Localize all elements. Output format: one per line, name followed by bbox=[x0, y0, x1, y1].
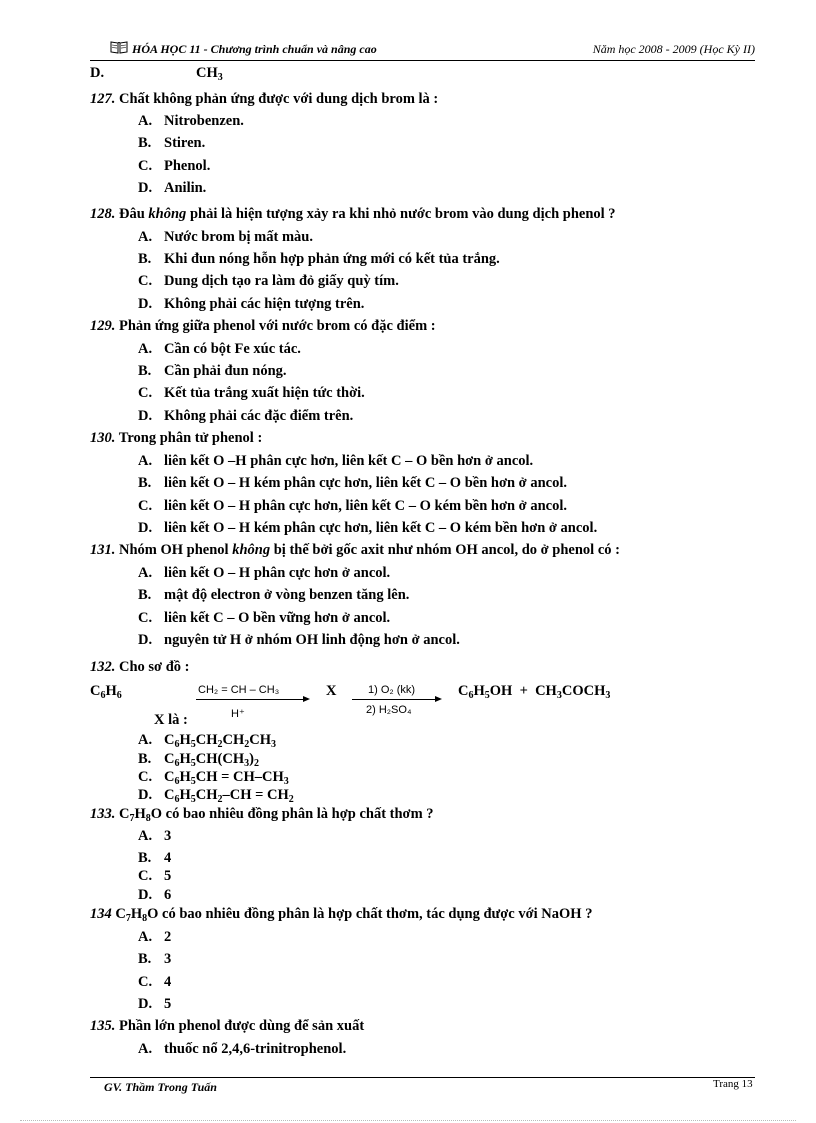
question-130: 130. Trong phân tử phenol : bbox=[90, 430, 263, 446]
question-132: 132. Cho sơ đồ : bbox=[90, 659, 190, 675]
page-header bbox=[90, 40, 755, 61]
prev-option-d-text: $CH_3$ bbox=[196, 65, 223, 83]
emphasis-keyword: không bbox=[148, 206, 187, 222]
option-a: A. Cần có bột Fe xúc tác. bbox=[138, 341, 301, 357]
option-d: D. 6 bbox=[138, 887, 172, 903]
option-c: C. liên kết C – O bền vững hơn ở ancol. bbox=[138, 610, 391, 626]
option-b: B. Stiren. bbox=[138, 135, 206, 151]
page-edge-divider bbox=[20, 1120, 796, 1121]
option-d: D. nguyên tử H ở nhóm OH linh động hơn ở ancol. bbox=[138, 632, 460, 648]
x-is-label: X là : bbox=[154, 712, 188, 728]
header-title: HÓA HỌC 11 - Chương trình chuẩn và nâng cao bbox=[132, 42, 377, 56]
footer-page-number: Trang 13 bbox=[713, 1078, 753, 1090]
arrow2-head bbox=[435, 696, 442, 702]
option-a: A. thuốc nổ 2,4,6-trinitrophenol. bbox=[138, 1041, 347, 1057]
arrow1-line bbox=[196, 699, 304, 700]
option-b: B. liên kết O – H kém phân cực hơn, liên kết C – O bền hơn ở ancol. bbox=[138, 475, 567, 491]
option-c: C. Phenol. bbox=[138, 158, 211, 174]
option-c: C. Kết tủa trắng xuất hiện tức thời. bbox=[138, 385, 365, 401]
option-b: B. Cần phải đun nóng. bbox=[138, 363, 287, 379]
arrow2-reagent-bottom: 2) H₂SO₄ bbox=[366, 704, 412, 716]
option-c: C. liên kết O – H phân cực hơn, liên kết C – O kém bền hơn ở ancol. bbox=[138, 498, 567, 514]
option-d: D. Không phải các đặc điểm trên. bbox=[138, 408, 354, 424]
option-d: D. liên kết O – H kém phân cực hơn, liên kết C – O kém bền hơn ở ancol. bbox=[138, 520, 598, 536]
book-icon bbox=[110, 40, 128, 54]
option-a: A. 3 bbox=[138, 828, 172, 844]
prev-option-d bbox=[90, 64, 104, 82]
option-d: D. Anilin. bbox=[138, 180, 207, 196]
option-c: C. $C_6H_5CH = CH-CH_3$ bbox=[138, 769, 289, 787]
option-a: A. Nitrobenzen. bbox=[138, 113, 244, 129]
option-d: D. Không phải các hiện tượng trên. bbox=[138, 296, 365, 312]
question-text: Chất không phản ứng được với dung dịch brom là : bbox=[119, 91, 439, 107]
question-number: 127. bbox=[90, 91, 116, 107]
option-a: A. liên kết O –H phân cực hơn, liên kết C – O bền hơn ở ancol. bbox=[138, 453, 534, 469]
footer-author: GV. Thầm Trong Tuấn bbox=[104, 1080, 217, 1094]
option-b: B. $C_6H_5CH(CH_3)_2$ bbox=[138, 751, 259, 769]
option-b: B. 3 bbox=[138, 951, 172, 967]
option-b: B. mật độ electron ở vòng benzen tăng lên. bbox=[138, 587, 410, 603]
products: $C_6H_5OH$ + $CH_3COCH_3$ bbox=[458, 683, 611, 701]
option-a: A. liên kết O – H phân cực hơn ở ancol. bbox=[138, 565, 391, 581]
arrow2-line bbox=[352, 699, 436, 700]
option-b: B. 4 bbox=[138, 850, 172, 866]
question-128: 128. Đâu không phải là hiện tượng xảy ra khi nhỏ nước brom vào dung dịch phenol ? bbox=[90, 206, 616, 222]
intermediate-x: X bbox=[326, 683, 337, 699]
question-133: 133. $C_7H_8O$ có bao nhiêu đồng phân là hợp chất thơm ? bbox=[90, 806, 434, 824]
arrow1-head bbox=[303, 696, 310, 702]
emphasis-keyword: không bbox=[232, 542, 271, 558]
option-c: C. 5 bbox=[138, 868, 172, 884]
arrow2-reagent-top: 1) O₂ (kk) bbox=[368, 684, 416, 696]
question-127 bbox=[90, 90, 438, 108]
option-d: D. 5 bbox=[138, 996, 172, 1012]
option-d: D. $C_6H_5CH_2-CH = CH_2$ bbox=[138, 787, 294, 805]
option-c: C. 4 bbox=[138, 974, 172, 990]
option-b: B. Khi đun nóng hỗn hợp phản ứng mới có kết tủa trắng. bbox=[138, 251, 500, 267]
option-a: A. Nước brom bị mất màu. bbox=[138, 229, 313, 245]
header-school-year: Năm học 2008 - 2009 (Học Kỳ II) bbox=[592, 42, 755, 56]
option-a: A. 2 bbox=[138, 929, 172, 945]
question-131: 131. Nhóm OH phenol không bị thế bởi gốc axit như nhóm OH ancol, do ở phenol có : bbox=[90, 542, 620, 558]
arrow1-reagent-bottom: H⁺ bbox=[231, 708, 245, 720]
option-a: A. $C_6H_5CH_2CH_2CH_3$ bbox=[138, 732, 277, 750]
arrow1-reagent-top: CH₂ = CH – CH₃ bbox=[198, 684, 280, 696]
question-129: 129. Phản ứng giữa phenol với nước brom có đặc điểm : bbox=[90, 318, 436, 334]
option-letter: D. bbox=[90, 65, 105, 81]
option-c: C. Dung dịch tạo ra làm đỏ giấy quỳ tím. bbox=[138, 273, 399, 289]
footer-rule bbox=[90, 1077, 755, 1078]
question-135: 135. Phần lớn phenol được dùng để sản xuất bbox=[90, 1018, 365, 1034]
question-134: 134 $C_7H_8O$ có bao nhiêu đồng phân là hợp chất thơm, tác dụng được với NaOH ? bbox=[90, 906, 593, 924]
reactant-benzene: $C_6H_6$ bbox=[90, 683, 122, 701]
